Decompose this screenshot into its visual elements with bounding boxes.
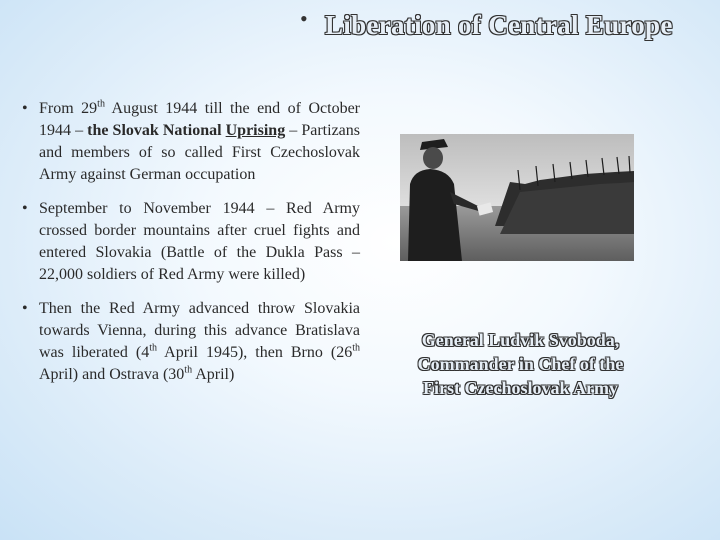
bullet-list xyxy=(22,98,360,398)
bullet-text: August 1944 till the end of October 1944 – xyxy=(39,100,361,139)
bullet-item xyxy=(22,98,360,186)
bullet-text: April) and Ostrava (30 xyxy=(39,366,185,383)
photo-caption: General Ludvik Svoboda, Commander in Chef of the First Czechoslovak Army xyxy=(417,330,624,398)
bold-text: the Slovak National xyxy=(87,122,226,139)
bullet-text: April 1945), then Brno (26 xyxy=(157,344,353,361)
ordinal-suffix: th xyxy=(352,342,361,354)
bullet-item xyxy=(22,298,360,386)
ordinal-suffix: th xyxy=(184,364,193,376)
bullet-text: From 29 xyxy=(39,100,98,117)
bullet-dot: • xyxy=(22,300,28,317)
bullet-text: September to November 1944 – Red Army crossed border mountains after cruel fights and entered Slovakia (Battle of the Dukla Pass – 22,000 soldiers of Red Army were killed) xyxy=(39,200,360,283)
title-bullet: • xyxy=(300,6,308,31)
bullet-dot: • xyxy=(22,100,28,117)
bullet-text: April) xyxy=(192,366,235,383)
historical-photo xyxy=(400,134,634,261)
bullet-text: Then the Red Army advanced throw Slovakia towards Vienna, during this advance Bratislava was liberated (4 xyxy=(39,300,360,361)
bullet-text: – Partizans and members of so called First Czechoslovak Army against German occupation xyxy=(39,122,360,183)
bullet-dot: • xyxy=(22,200,28,217)
photo-illustration xyxy=(400,134,634,261)
underlined-bold-text: Uprising xyxy=(225,122,286,139)
ordinal-suffix: th xyxy=(97,98,105,110)
ordinal-suffix: th xyxy=(149,342,158,354)
slide-title: Liberation of Central Europe xyxy=(325,10,673,40)
bullet-item xyxy=(22,198,360,286)
